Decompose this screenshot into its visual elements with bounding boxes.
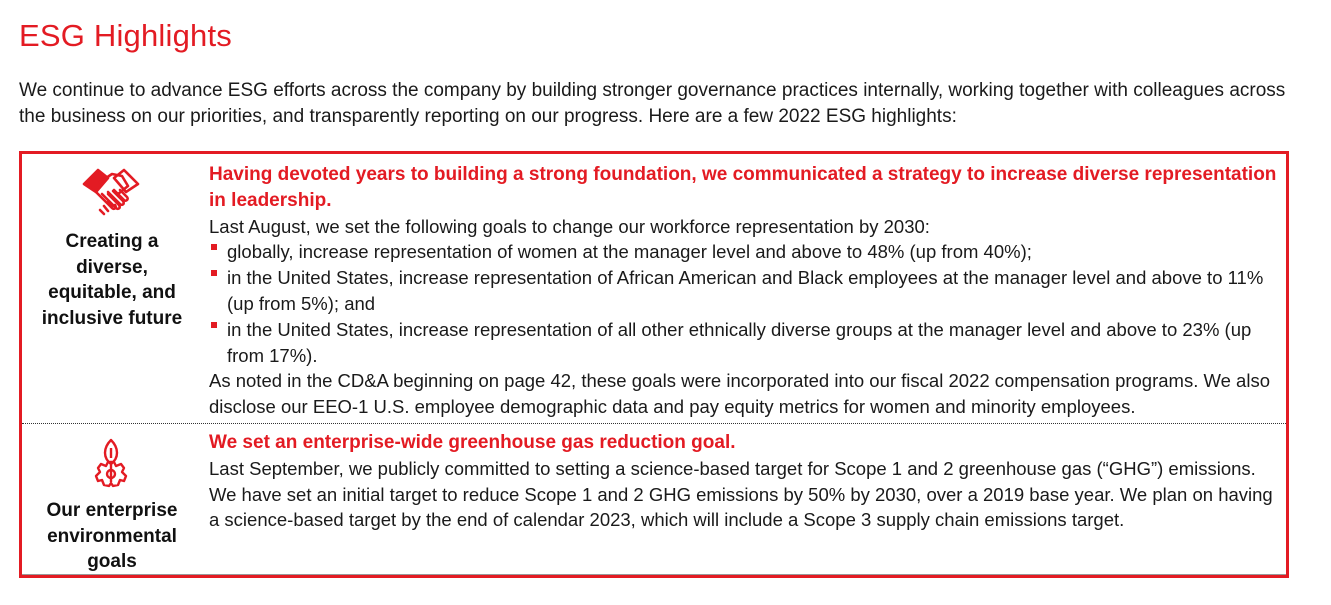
row-headline: Having devoted years to building a strong foundation, we communicated a strategy to increase diverse representation in leadership. — [209, 164, 1277, 211]
list-item: in the United States, increase representation of all other ethnically diverse groups at the manager level and above to 23% (up from 17%). — [209, 317, 1284, 369]
row-divider — [22, 423, 1286, 424]
highlights-box — [19, 151, 1289, 578]
intro-paragraph: We continue to advance ESG efforts across the company by building stronger governance practices internally, working together with colleagues across the business on our priorities, and transparently reporting on our progress. Here are a few 2022 ESG highlights: — [19, 80, 1286, 127]
bullet-square-icon — [211, 322, 217, 328]
goals-list — [209, 239, 1284, 368]
row-label-diversity: Creating a diverse, equitable, and inclusive future — [41, 231, 183, 329]
box-bottom-line — [22, 574, 1286, 575]
list-item: in the United States, increase representation of African American and Black employees at the manager level and above to 11% (up from 5%); and — [209, 265, 1284, 317]
row-label-environment: Our enterprise environmental goals — [46, 500, 178, 572]
row-closing: As noted in the CD&A beginning on page 42, these goals were incorporated into our fiscal 2022 compensation programs. We also disclose our EEO-1 U.S. employee demographic data and pay equity metrics for women and minority employees. — [209, 370, 1270, 418]
bullet-square-icon — [211, 270, 217, 276]
bullet-square-icon — [211, 244, 217, 250]
list-item: globally, increase representation of women at the manager level and above to 48% (up from 40%); — [209, 239, 1284, 265]
row-body: Last September, we publicly committed to setting a science-based target for Scope 1 and 2 greenhouse gas (“GHG”) emissions. We have set an initial target to reduce Scope 1 and 2 GHG emissions by 50% by 2030, over a 2019 base year. We plan on having a science-based target by the end of calendar 2023, which will include a Scope 3 supply chain emissions target. — [209, 457, 1273, 531]
page-title: ESG Highlights — [19, 18, 233, 53]
leaf-gear-icon — [86, 436, 136, 496]
row-headline: We set an enterprise-wide greenhouse gas reduction goal. — [209, 432, 736, 453]
row-lead: Last August, we set the following goals to change our workforce representation by 2030: — [209, 215, 930, 237]
row-content-diversity — [209, 162, 1284, 420]
handshake-icon — [78, 164, 144, 224]
row-content-environment — [209, 430, 1284, 533]
